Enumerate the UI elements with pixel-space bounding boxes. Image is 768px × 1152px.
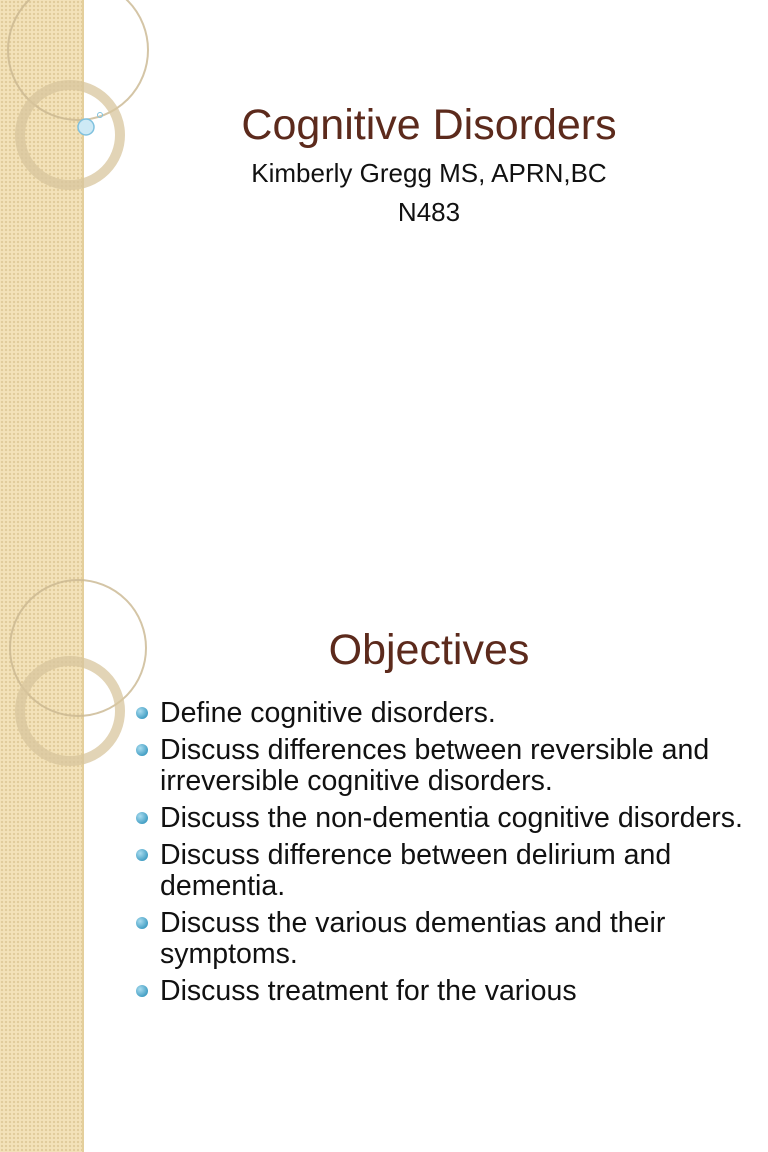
list-item <box>134 840 754 902</box>
list-item <box>134 803 754 834</box>
bullet-icon <box>136 744 148 756</box>
slide-title: Cognitive Disorders <box>241 101 617 149</box>
objectives-list <box>134 698 754 1013</box>
bullet-icon <box>136 917 148 929</box>
course-code: N483 <box>397 197 461 227</box>
bullet-icon <box>136 985 148 997</box>
decorative-rings-icon <box>0 576 140 836</box>
bullet-text: Discuss differences between reversible and irreversible cognitive disorders. <box>160 734 710 797</box>
author-line: Kimberly Gregg MS, APRN,BC <box>251 158 607 188</box>
bullet-text: Define cognitive disorders. <box>160 697 496 729</box>
list-item <box>134 976 754 1007</box>
bullet-text: Discuss treatment for the various <box>160 975 577 1007</box>
list-item <box>134 908 754 970</box>
bullet-icon <box>136 812 148 824</box>
bullet-text: Discuss the non-dementia cognitive disorders. <box>160 802 743 834</box>
list-item <box>134 698 754 729</box>
bullet-text: Discuss difference between delirium and dementia. <box>160 839 672 902</box>
objectives-slide <box>0 576 768 1152</box>
bullet-text: Discuss the various dementias and their symptoms. <box>160 907 666 970</box>
bullet-icon <box>136 849 148 861</box>
slide-title: Objectives <box>328 626 530 674</box>
bullet-icon <box>136 707 148 719</box>
list-item <box>134 735 754 797</box>
